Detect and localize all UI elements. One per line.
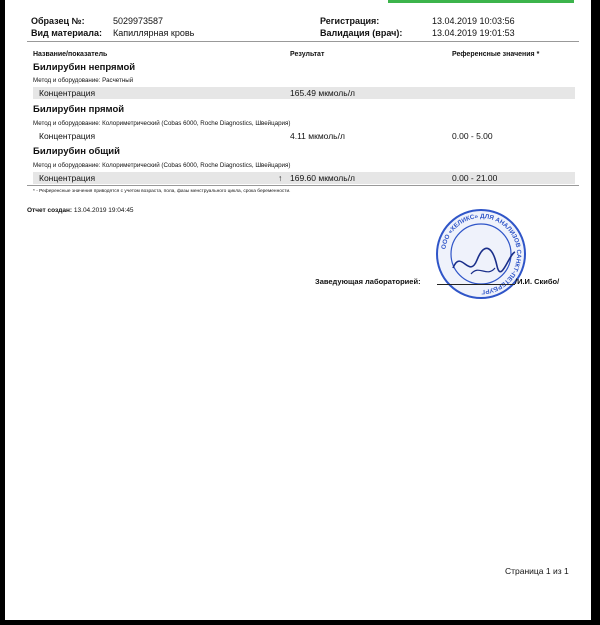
row-result: 165.49 мкмоль/л <box>290 88 356 98</box>
stamp-text: ООО «ХЕЛИКС» ДЛЯ АНАЛИЗОВ САНКТ-ПЕТЕРБУРГ <box>440 212 523 296</box>
column-name-heading: Название/показатель <box>33 51 108 58</box>
row-result: 169.60 мкмоль/л <box>290 173 356 183</box>
signature-name: /И.И. Скибо/ <box>515 277 560 286</box>
row-result: 4.11 мкмоль/л <box>290 131 345 141</box>
report-created <box>27 207 134 214</box>
top-accent-bar <box>388 0 574 3</box>
registration-label: Регистрация: <box>320 16 380 26</box>
table-divider <box>27 185 579 186</box>
validation-label: Валидация (врач): <box>320 28 403 38</box>
report-created-label: Отчет создан: <box>27 207 73 214</box>
test-method: Метод и оборудование: Расчетный <box>33 77 134 84</box>
signature-line <box>437 284 515 285</box>
header-divider <box>27 41 579 42</box>
sample-label: Образец №: <box>31 16 85 26</box>
column-reference-heading: Референсные значения * <box>452 51 540 58</box>
signature-label: Заведующая лабораторией: <box>315 277 421 286</box>
material-value: Капиллярная кровь <box>113 28 195 38</box>
test-title-total-bilirubin: Билирубин общий <box>33 146 120 157</box>
row-parameter: Концентрация <box>39 131 96 141</box>
column-result-heading: Результат <box>290 51 325 58</box>
registration-value: 13.04.2019 10:03:56 <box>432 16 515 26</box>
table-row <box>33 130 575 142</box>
laboratory-stamp-icon <box>435 208 527 300</box>
material-label: Вид материала: <box>31 28 102 38</box>
row-parameter: Концентрация <box>39 88 96 98</box>
sample-value: 5029973587 <box>113 16 164 26</box>
row-flag-up-arrow-icon: ↑ <box>278 173 283 183</box>
validation-value: 13.04.2019 19:01:53 <box>432 28 515 38</box>
test-title-direct-bilirubin: Билирубин прямой <box>33 104 125 115</box>
row-reference: 0.00 - 21.00 <box>452 173 498 183</box>
report-sheet <box>5 0 591 620</box>
table-row <box>33 87 575 99</box>
table-row <box>33 172 575 184</box>
page-number: Страница 1 из 1 <box>505 566 569 576</box>
report-created-value: 13.04.2019 19:04:45 <box>73 207 134 214</box>
row-parameter: Концентрация <box>39 173 96 183</box>
test-title-indirect-bilirubin: Билирубин непрямой <box>33 62 136 73</box>
row-reference: 0.00 - 5.00 <box>452 131 493 141</box>
reference-footnote: * - Референсные значения приводятся с учетом возраста, пола, фазы менструального цикла, срока беременности. <box>33 189 291 194</box>
test-method: Метод и оборудование: Колориметрический (Cobas 6000, Roche Diagnostics, Швейцария) <box>33 162 291 169</box>
test-method: Метод и оборудование: Колориметрический (Cobas 6000, Roche Diagnostics, Швейцария) <box>33 120 291 127</box>
